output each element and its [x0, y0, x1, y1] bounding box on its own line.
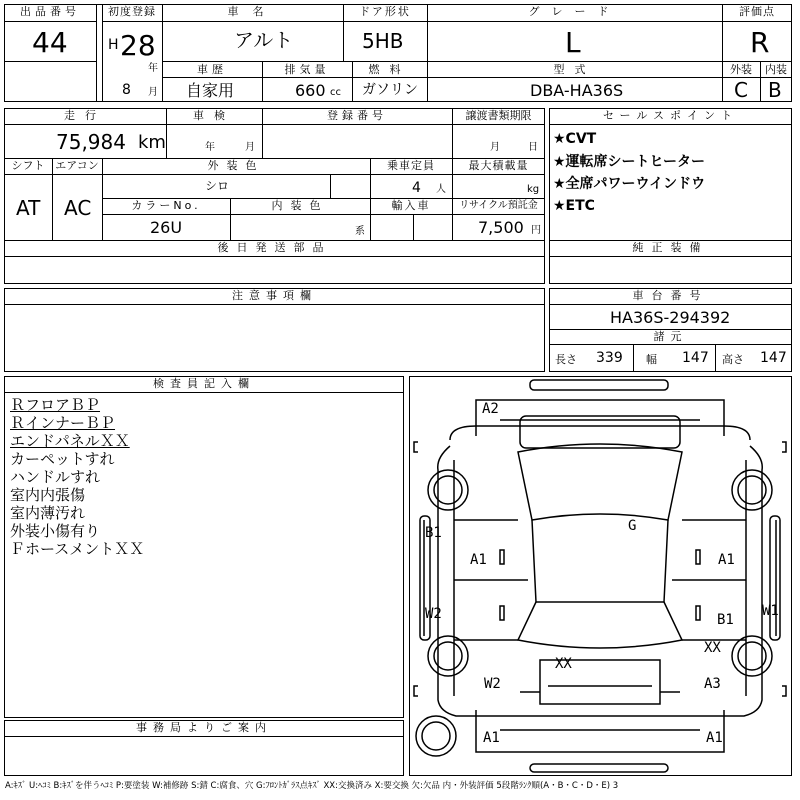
damage-mark: A1 [483, 730, 500, 746]
inspector-line: 室内薄汚れ [10, 504, 86, 522]
inspector-line: ＲフロアＢＰ [10, 396, 101, 414]
score-label: 評価点 [739, 5, 775, 18]
recycle-label: リサイクル預託金 [459, 200, 538, 211]
inspection-label: 車検 [193, 109, 235, 122]
inspector-line: エンドパネルＸＸ [10, 432, 130, 450]
load-label: 最大積載量 [468, 159, 529, 172]
history-label: 車歴 [197, 63, 227, 76]
sales-point-item: ★全席パワーウインドウ [553, 176, 706, 192]
inspection-year-unit: 年 [205, 142, 215, 153]
interior-label: 内装 [765, 63, 787, 76]
office-label: 事務局よりご案内 [136, 721, 272, 734]
damage-mark: G [628, 518, 637, 534]
grade: L [565, 26, 581, 59]
inspector-label: 検査員記入欄 [153, 377, 255, 390]
height: 147 [760, 350, 787, 366]
notes-label: 注意事項欄 [232, 289, 317, 302]
damage-mark: XX [704, 640, 721, 656]
color-no-label: カラーNo. [131, 199, 201, 212]
color: シロ [205, 179, 230, 193]
damage-mark: A1 [718, 552, 735, 568]
height-label: 高さ [722, 353, 744, 366]
grade-label: グレード [528, 5, 621, 18]
first-reg-year: 28 [120, 29, 156, 62]
door-label: ドア形状 [359, 5, 411, 18]
lot-label: 出品番号 [20, 5, 80, 18]
width-label: 幅 [646, 353, 657, 366]
exterior-label: 外装 [730, 63, 752, 76]
import-label: 輸入車 [391, 199, 431, 212]
damage-mark: XX [555, 656, 572, 672]
damage-mark: A2 [482, 401, 499, 417]
first-reg-label: 初度登録 [108, 5, 156, 18]
sales-point-item: ★ETC [553, 198, 595, 214]
capacity: 4 [412, 180, 421, 196]
damage-mark: B1 [425, 525, 442, 541]
inspector-line: 室内内張傷 [10, 486, 86, 504]
recycle-unit: 円 [531, 225, 541, 236]
fuel: ガソリン [362, 82, 418, 98]
equipment-label: 純正装備 [632, 241, 709, 254]
damage-mark: B1 [717, 612, 734, 628]
recycle: 7,500 [478, 218, 524, 237]
lot-number: 44 [32, 26, 68, 59]
displacement-label: 排気量 [284, 63, 330, 76]
ac-label: エアコン [55, 159, 99, 172]
chassis-number: HA36S-294392 [610, 308, 731, 327]
inspector-line: ハンドルすれ [10, 468, 101, 486]
load-unit: kg [527, 184, 540, 195]
capacity-label: 乗車定員 [387, 159, 435, 172]
length-label: 長さ [555, 353, 577, 366]
inspection-month-unit: 月 [245, 142, 255, 153]
displacement-unit: cc [330, 87, 341, 98]
first-reg-month: 8 [122, 82, 131, 98]
transfer-day-unit: 日 [528, 142, 538, 153]
dims-label: 諸元 [653, 330, 688, 343]
inspector-line: ＦホースメントＸＸ [10, 540, 145, 558]
damage-mark: W2 [425, 606, 442, 622]
inspector-line: ＲインナーＢＰ [10, 414, 116, 432]
int-color-label: 内装色 [271, 199, 329, 212]
era: H [108, 37, 119, 53]
capacity-unit: 人 [436, 184, 446, 195]
fuel-label: 燃料 [368, 63, 411, 76]
car-name: アルト [234, 28, 294, 52]
later-parts-label: 後日発送部品 [217, 241, 332, 254]
displacement: 660 [295, 81, 326, 100]
interior-grade: B [768, 78, 782, 102]
damage-mark: A1 [706, 730, 723, 746]
inspector-line: 外装小傷有り [10, 522, 101, 540]
mileage: 75,984 [56, 130, 126, 154]
damage-mark: A3 [704, 676, 721, 692]
int-color-unit: 系 [355, 226, 365, 237]
transfer-label: 譲渡書類期限 [465, 109, 532, 122]
legend: A:ｷｽﾞ U:ﾍｺﾐ B:ｷｽﾞを伴うﾍｺﾐ P:要塗装 W:補修跡 S:錆 C:腐食、穴 G:ﾌﾛﾝﾄｶﾞﾗｽ点ｷｽﾞ XX:交換済み X:要交換 欠:欠品 内・外装評価 5段階ﾗﾝｸ順(A・B・C・D・E) 3 [5, 781, 619, 791]
color-no: 26U [150, 218, 183, 237]
model-label: 型式 [553, 63, 596, 76]
chassis-label: 車台番号 [632, 289, 709, 302]
shift-label: シフト [11, 159, 45, 172]
mileage-label: 走行 [64, 109, 106, 122]
sales-points-label: セールスポイント [602, 109, 738, 122]
score: R [750, 26, 770, 59]
month-unit: 月 [148, 87, 158, 98]
damage-mark: A1 [470, 552, 487, 568]
transfer-month-unit: 月 [490, 142, 500, 153]
sales-point-item: ★CVT [553, 131, 597, 147]
damage-mark: W2 [484, 676, 501, 692]
color-label: 外装色 [207, 159, 265, 172]
mileage-unit: km [138, 132, 166, 153]
year-unit: 年 [148, 63, 158, 74]
width: 147 [682, 350, 709, 366]
ac: AC [64, 196, 92, 220]
history: 自家用 [186, 81, 235, 100]
name-label: 車名 [227, 5, 278, 18]
door-type: 5HB [362, 29, 404, 53]
sales-point-item: ★運転席シートヒーター [553, 154, 705, 170]
reg-no-label: 登録番号 [327, 109, 387, 122]
exterior-grade: C [734, 78, 748, 102]
inspector-line: カーペットすれ [10, 450, 115, 468]
shift: AT [16, 196, 41, 220]
damage-mark: W1 [762, 603, 779, 619]
model: DBA-HA36S [530, 81, 624, 100]
length: 339 [596, 350, 623, 366]
